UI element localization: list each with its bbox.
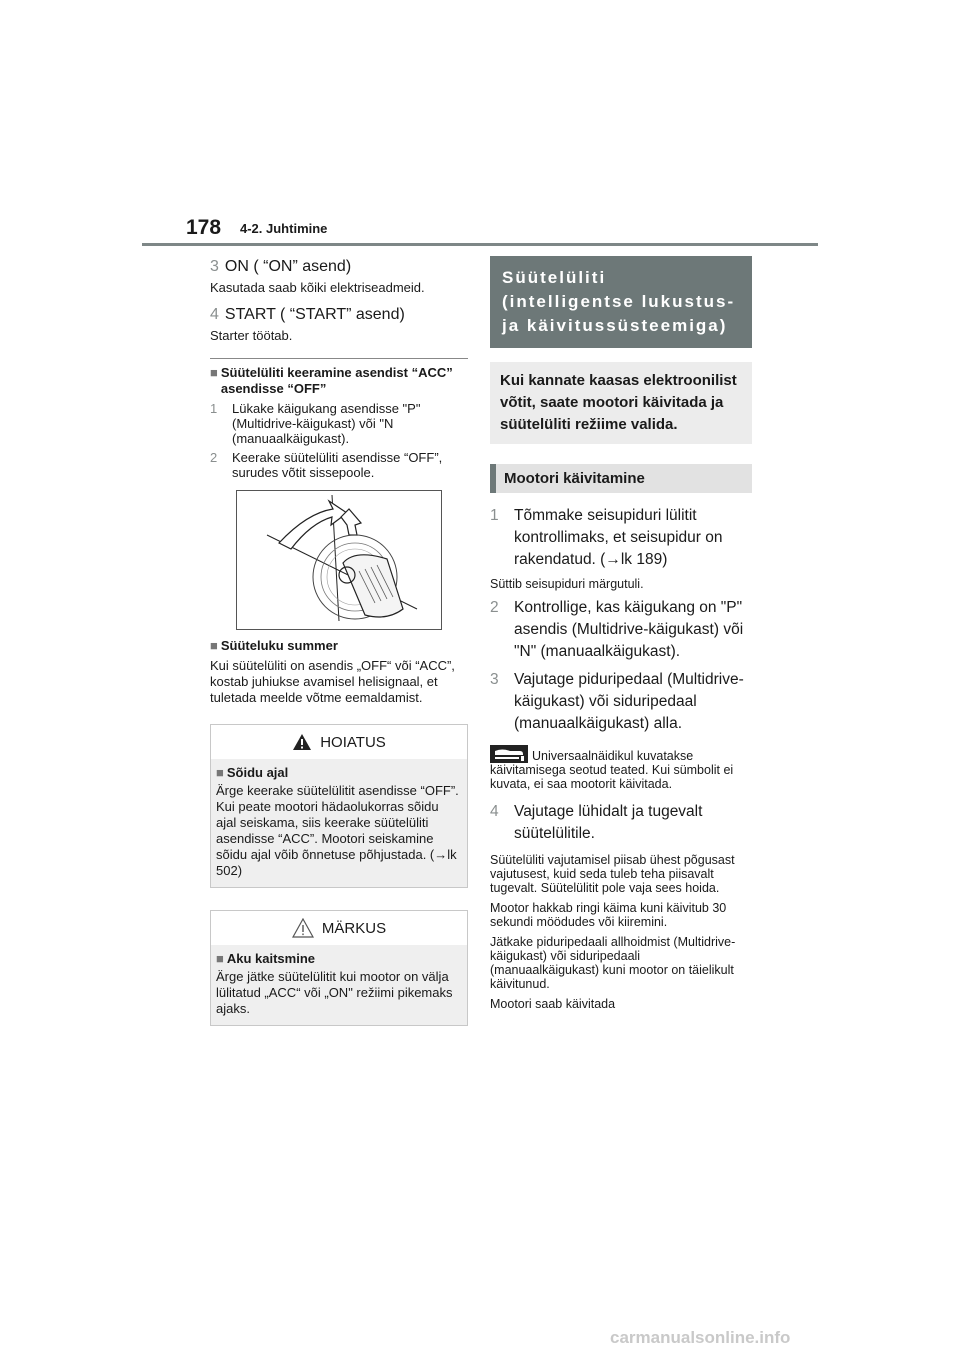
step-start-desc: Starter töötab. bbox=[210, 328, 293, 343]
subsection-heading: Mootori käivitamine bbox=[490, 464, 752, 493]
start-note: Mootor hakkab ringi käima kuni käivitub 30 sekundi möödudes või kiiremini. bbox=[490, 901, 727, 929]
watermark: carmanualsonline.info bbox=[610, 1328, 791, 1347]
notice-subheading: ■ Aku kaitsmine bbox=[216, 951, 316, 966]
warning-triangle-icon bbox=[292, 733, 312, 751]
intro-block: Kui kannate kaasas elektroonilist võtit, saate mootori käivitada ja süütelüliti režiime valida. bbox=[490, 362, 752, 444]
start-step: 1 Tõmmake seisupiduri lülitit kontrollimaks, et seisupidur on rakendatud. (→lk 189) bbox=[490, 507, 723, 568]
start-step-note: Süttib seisupiduri märgutuli. bbox=[490, 577, 644, 591]
left-column bbox=[210, 256, 468, 1026]
warning-text: Ärge keerake süütelülitit asendisse “OFF”. Kui peate mootori hädaolukorras sõidu ajal seiskama, siis keerake süütelüliti asendisse “ACC”. Mootori seiskamine sõidu ajal võib õnnetuse põhjustada. (→lk 502) bbox=[216, 783, 459, 878]
turn-off-step: 2 Keerake süütelüliti asendisse “OFF”, surudes võtit sissepoole. bbox=[210, 450, 443, 480]
start-step: 4 Vajutage lühidalt ja tugevalt süütelülitile. bbox=[490, 803, 703, 842]
step-start: 4 START ( “START” asend) bbox=[210, 306, 405, 323]
notice-title: MÄRKUS bbox=[211, 911, 467, 945]
notice-box bbox=[210, 910, 468, 1026]
display-symbol-icon bbox=[490, 745, 528, 763]
divider bbox=[210, 358, 468, 359]
header-rule bbox=[142, 243, 818, 246]
start-note: Jätkake piduripedaali allhoidmist (Multidrive-käigukast) või siduripedaali (manuaalkäigukast) kuni mootor on täielikult käivitunud. bbox=[490, 935, 736, 991]
section-title: 4-2. Juhtimine bbox=[240, 221, 328, 236]
warning-subheading: ■ Sõidu ajal bbox=[216, 765, 289, 780]
warning-box bbox=[210, 724, 468, 888]
start-step: 3 Vajutage piduripedaal (Multidrive-käigukast) või siduripedaal (manuaalkäigukast) alla. bbox=[490, 671, 744, 732]
right-column bbox=[490, 256, 752, 1011]
start-step: 2 Kontrollige, kas käigukang on "P" asendis (Multidrive-käigukast) või "N" (manuaalkäigukast). bbox=[490, 599, 744, 660]
turn-off-heading: ■ Süütelüliti keeramine asendist “ACC” asendisse “OFF” bbox=[210, 365, 453, 396]
notice-text: Ärge jätke süütelülitit kui mootor on välja lülitatud „ACC“ või „ON" režiimi pikemaks ajaks. bbox=[216, 969, 453, 1016]
buzzer-text: Kui süütelüliti on asendis „OFF“ või “ACC”, kostab juhiukse avamisel helisignaal, et tuletada meelde võtme eemaldamist. bbox=[210, 658, 455, 705]
warning-body bbox=[211, 759, 467, 887]
section-banner: Süütelüliti (intelligentse lukustus- ja käivitussüsteemiga) bbox=[490, 256, 752, 348]
page-number: 178 bbox=[186, 216, 222, 239]
start-note: Mootori saab käivitada bbox=[490, 997, 616, 1011]
key-push-turn-icon bbox=[237, 491, 441, 629]
step-on-desc: Kasutada saab kõiki elektriseadmeid. bbox=[210, 280, 425, 295]
key-illustration bbox=[236, 490, 442, 630]
caution-outline-icon bbox=[292, 918, 314, 938]
step-on: 3 ON ( “ON” asend) bbox=[210, 258, 352, 275]
display-note: Universaalnäidikul kuvatakse käivitamisega seotud teated. Kui sümbolit ei kuvata, ei saa mootorit käivitada. bbox=[490, 745, 752, 791]
buzzer-heading: ■ Süüteluku summer bbox=[210, 638, 338, 653]
warning-title: HOIATUS bbox=[211, 725, 467, 759]
notice-body bbox=[211, 945, 467, 1025]
start-note: Süütelüliti vajutamisel piisab ühest põgusast vajutusest, kuid seda tuleb teha piisavalt tugevalt. Süütelülitit pole vaja sees hoida. bbox=[490, 853, 735, 895]
turn-off-step: 1 Lükake käigukang asendisse "P" (Multidrive-käigukast) või "N (manuaalkäigukast). bbox=[210, 401, 421, 446]
